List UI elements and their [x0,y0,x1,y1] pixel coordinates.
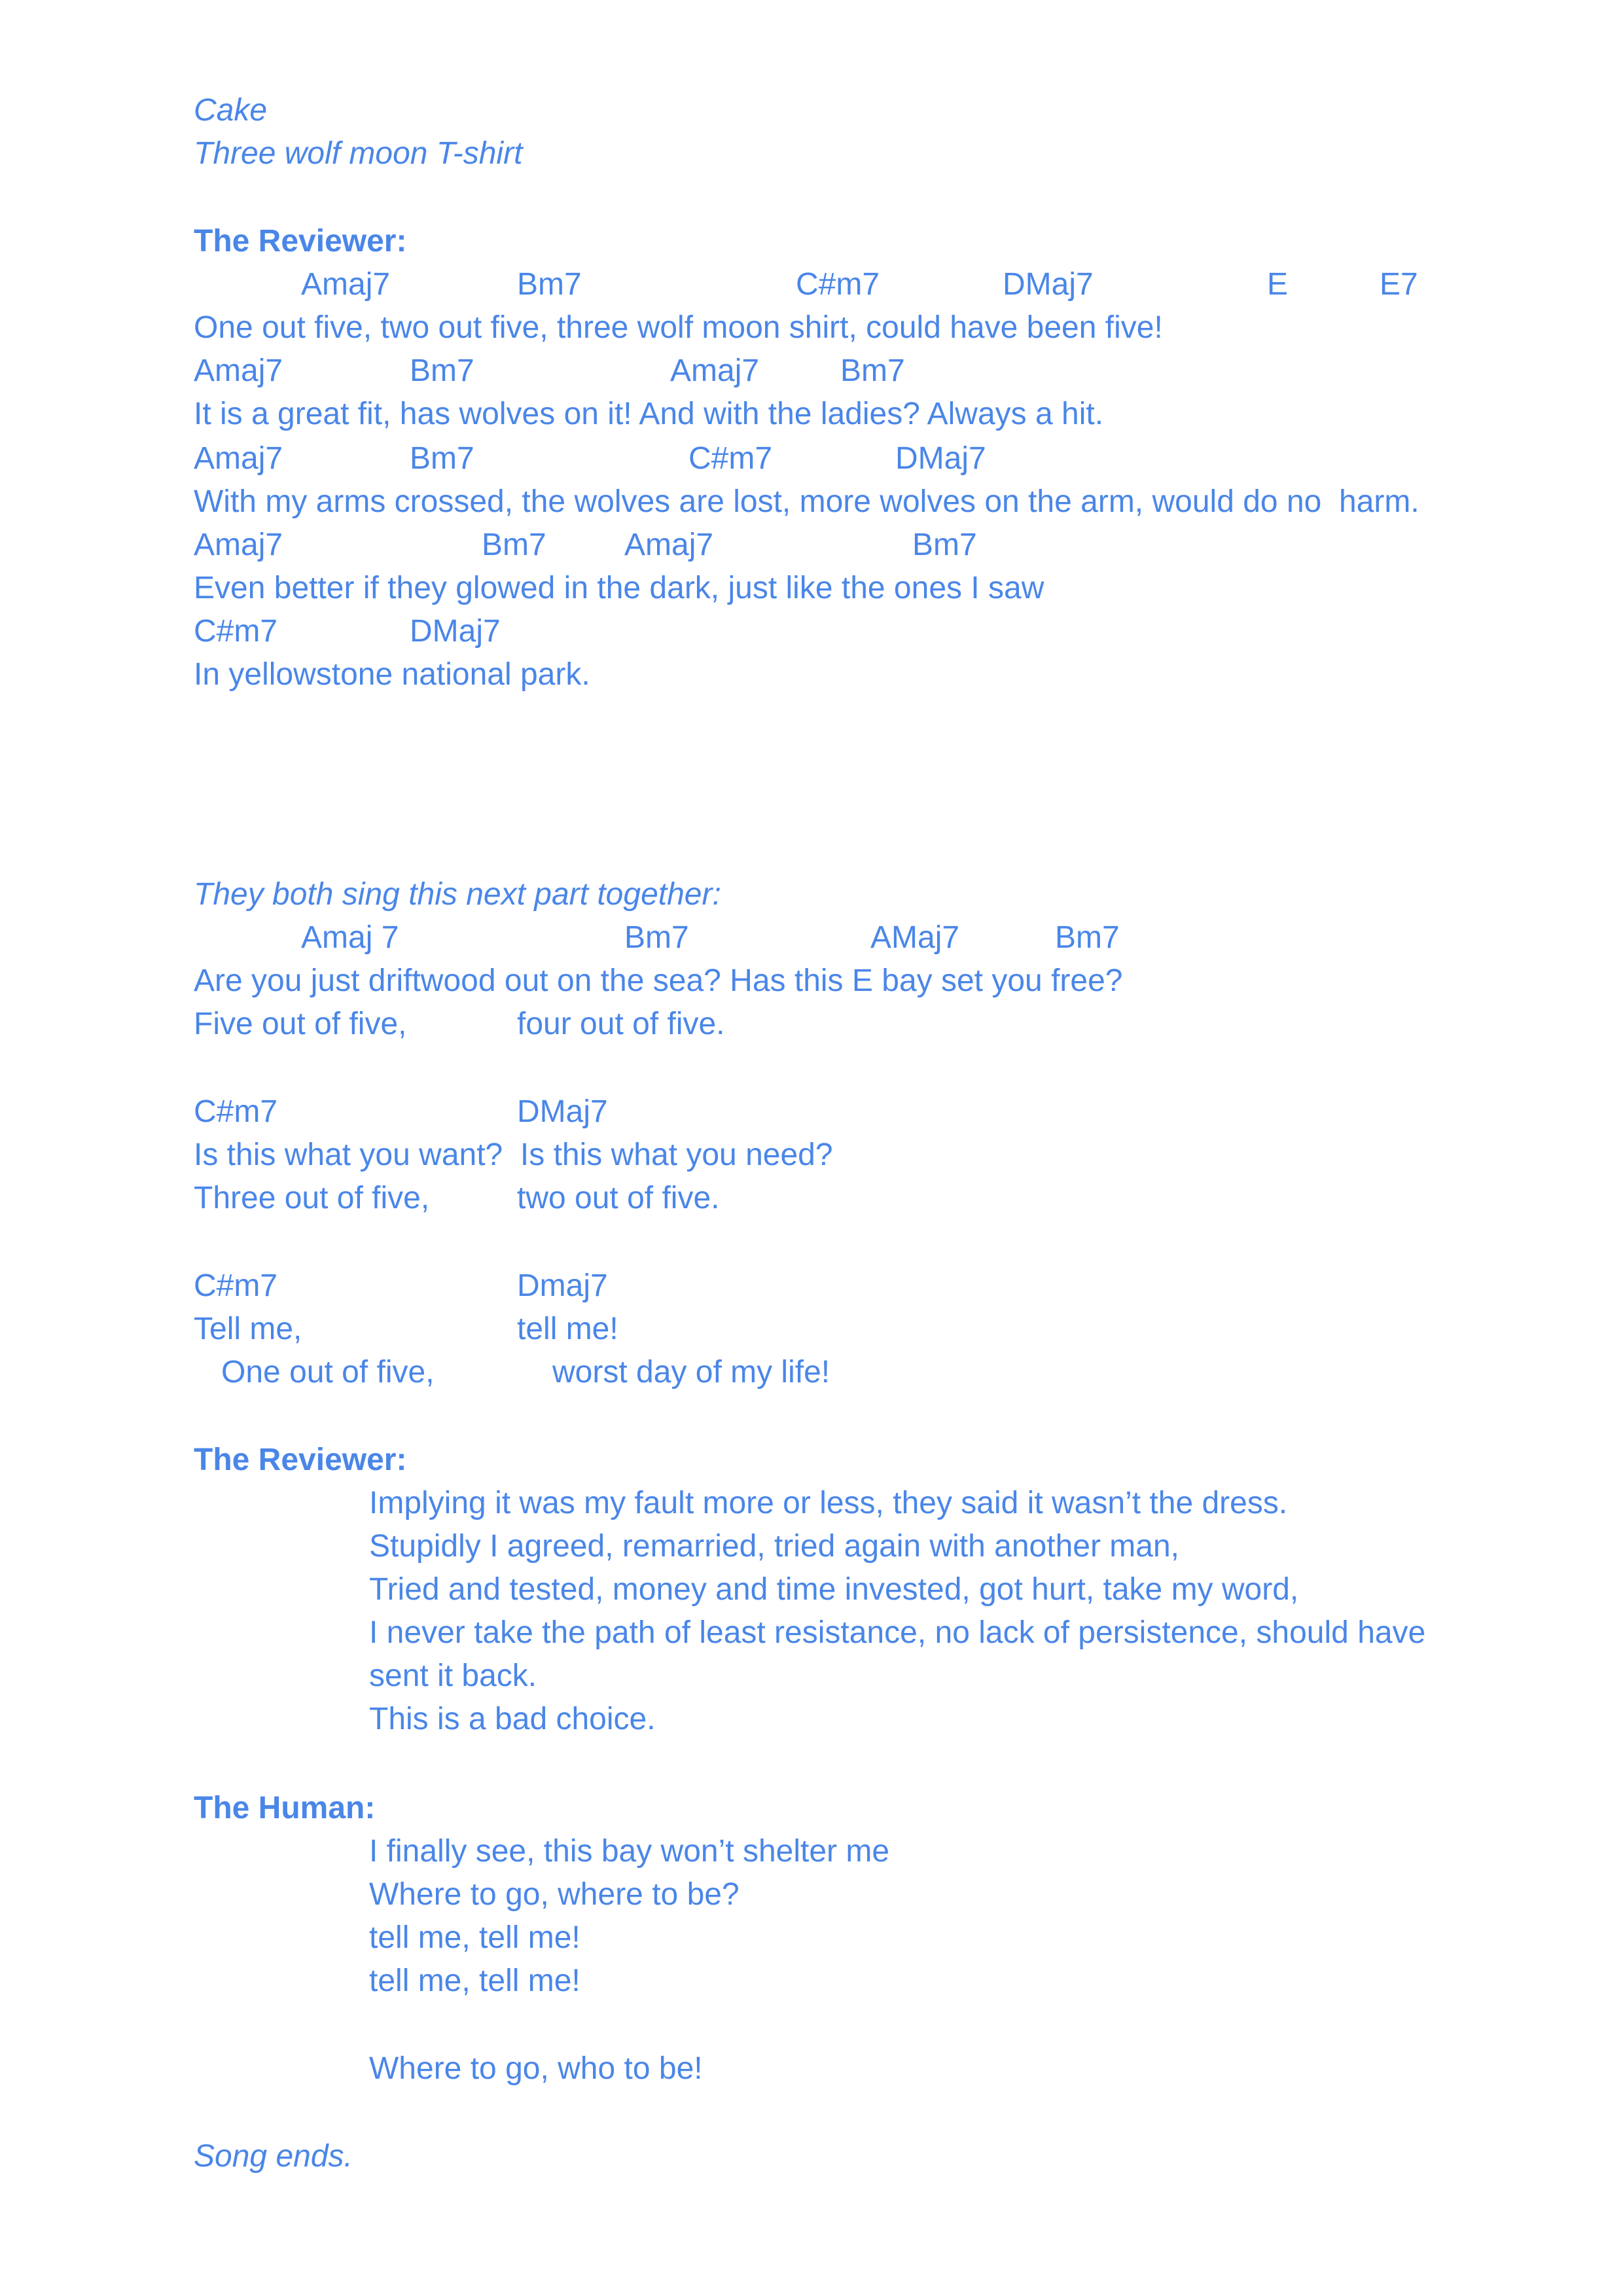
lyric-line: Is this what you want? Is this what you need? [194,1138,833,1172]
chord: DMaj7 [1003,267,1094,302]
lyric-segment: worst day of my life! [552,1355,830,1390]
chord: DMaj7 [895,441,986,476]
chord: Bm7 [482,528,546,562]
lyric-line: One out five, two out five, three wolf moon shirt, could have been five! [194,310,1163,345]
chord: Amaj7 [624,528,714,562]
chord-line [194,263,1503,306]
chord: C#m7 [194,1268,278,1303]
lyric-line [194,1003,1503,1046]
lyric-line: Implying it was my fault more or less, they said it wasn’t the dress. [369,1486,1288,1520]
lyric-line: I never take the path of least resistance, no lack of persistence, should have [369,1615,1426,1650]
chord: E [1267,267,1289,302]
lyric-line: Where to go, who to be! [369,2051,703,2086]
speaker-heading-reviewer: The Reviewer: [194,224,407,259]
chord: Amaj7 [194,353,283,388]
lyric-line: Tried and tested, money and time invested, got hurt, take my word, [369,1572,1299,1607]
lyric-segment: Five out of five, [194,1007,407,1041]
lyric-segment: Tell me, [194,1312,302,1346]
speaker-heading-reviewer: The Reviewer: [194,1443,407,1477]
lyric-segment: four out of five. [517,1007,725,1041]
chord-line [194,1265,1503,1308]
chord: Amaj7 [301,267,391,302]
song-end-note: Song ends. [194,2139,353,2174]
lyric-line: tell me, tell me! [369,1964,580,1998]
chord: Amaj7 [194,528,283,562]
chord-line [194,437,1503,480]
speaker-heading-human: The Human: [194,1791,376,1825]
lyric-segment: Three out of five, [194,1181,430,1215]
chord: Bm7 [840,353,905,388]
lyric-line [194,1351,1503,1394]
lyric-segment: tell me! [517,1312,618,1346]
chord: C#m7 [194,614,278,649]
chord: AMaj7 [870,920,960,955]
lyric-line: Stupidly I agreed, remarried, tried again with another man, [369,1529,1179,1564]
lyric-line: Even better if they glowed in the dark, just like the ones I saw [194,571,1044,605]
lyric-line: tell me, tell me! [369,1920,580,1955]
lyric-line: This is a bad choice. [369,1702,656,1736]
chord: Bm7 [624,920,689,955]
lyric-line: Are you just driftwood out on the sea? Has this E bay set you free? [194,963,1123,998]
chord: C#m7 [194,1094,278,1129]
chord: DMaj7 [517,1094,608,1129]
chord-line [194,916,1503,960]
chord: C#m7 [688,441,773,476]
chord: C#m7 [796,267,880,302]
chord: E7 [1380,267,1418,302]
chord: Bm7 [912,528,977,562]
chord: Amaj7 [194,441,283,476]
chord: Bm7 [517,267,582,302]
chord-line [194,1090,1503,1134]
chord: Dmaj7 [517,1268,608,1303]
chord: Amaj 7 [301,920,399,955]
stage-direction: They both sing this next part together: [194,877,721,912]
chord: Bm7 [410,353,474,388]
chord: Amaj7 [670,353,760,388]
lyric-line: I finally see, this bay won’t shelter me [369,1834,890,1869]
chord: Bm7 [410,441,474,476]
lyric-line: sent it back. [369,1659,537,1693]
lyric-line: In yellowstone national park. [194,657,590,692]
lyric-segment: One out of five, [221,1355,435,1390]
artist-name: Cake [194,93,268,128]
lyric-segment: two out of five. [517,1181,720,1215]
chord-line [194,610,1503,653]
chord: Bm7 [1055,920,1120,955]
lyric-line: It is a great fit, has wolves on it! And with the ladies? Always a hit. [194,397,1104,431]
chord-line [194,524,1503,567]
lyric-line [194,1177,1503,1220]
chord-line [194,350,1503,393]
chord: DMaj7 [410,614,501,649]
song-title: Three wolf moon T-shirt [194,136,523,171]
lyric-line [194,1308,1503,1351]
lyric-line: Where to go, where to be? [369,1877,740,1912]
lyric-line: With my arms crossed, the wolves are lost, more wolves on the arm, would do no harm. [194,484,1419,519]
